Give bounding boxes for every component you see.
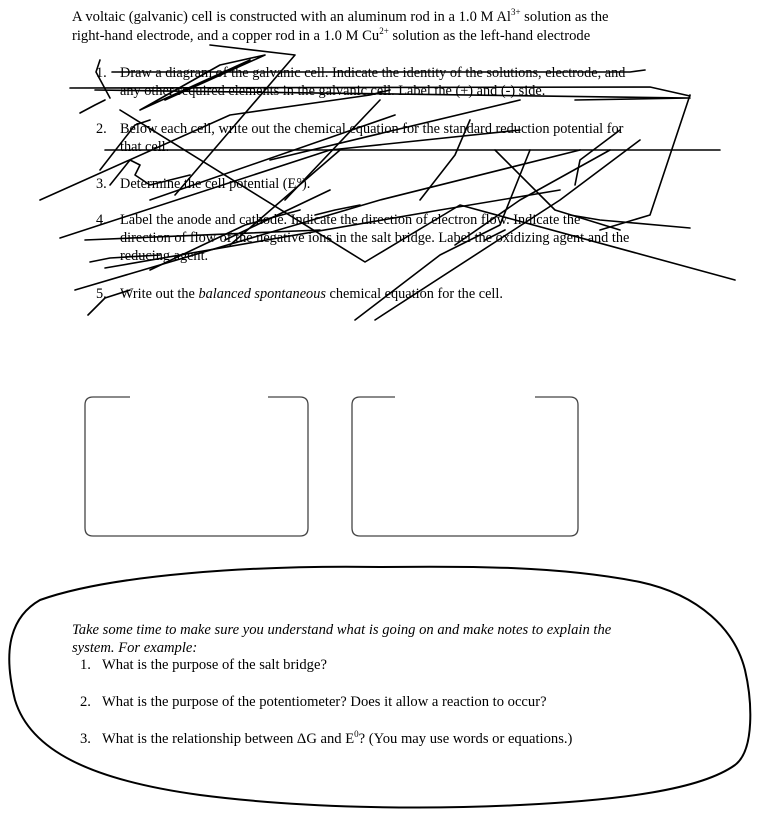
- question-line: reducing agent.: [120, 248, 209, 264]
- question-number: 3.: [96, 176, 107, 192]
- question-line: Determine the cell potential (E°).: [120, 176, 311, 192]
- scribble-diagonal: [88, 290, 130, 315]
- scribble-diagonal: [140, 55, 265, 110]
- question-line: Draw a diagram of the galvanic cell. Indicate the identity of the solutions, electrode, and: [120, 65, 626, 81]
- scribble-diagonal: [96, 60, 110, 98]
- question-line: direction of flow of the negative ions in the salt bridge. Label the oxidizing agent and the: [120, 230, 630, 246]
- scribble-diagonal: [355, 150, 530, 320]
- scribble-diagonal: [455, 150, 610, 245]
- intro-line-2: right-hand electrode, and a copper rod in a 1.0 M $Cu^{2+}$ solution as the left-hand electrode: [72, 26, 591, 44]
- intro-line-1: A voltaic (galvanic) cell is constructed with an aluminum rod in a 1.0 M $Al^{3+}$ solution as the: [72, 7, 609, 25]
- question-number: 5.: [96, 286, 107, 302]
- scribble-strike-line: [112, 70, 645, 72]
- question-number: 2.: [96, 121, 107, 137]
- notes-item-number: 2.: [80, 694, 91, 710]
- scribble-diagonal: [120, 110, 735, 280]
- notes-item-number: 3.: [80, 731, 91, 747]
- scribble-diagonal: [315, 205, 360, 215]
- notes-item-text: What is the relationship between ΔG and $E^0$? (You may use words or equations.): [102, 729, 573, 747]
- notes-intro-line-1: Take some time to make sure you understand what is going on and make notes to explain the: [72, 622, 612, 638]
- scribble-diagonal: [80, 100, 105, 113]
- beaker-left: [85, 397, 308, 536]
- beaker-right: [352, 397, 578, 536]
- scribble-diagonal: [60, 130, 520, 238]
- scribble-diagonal: [600, 95, 690, 230]
- scribble-diagonal: [270, 100, 520, 160]
- notes-item-number: 1.: [80, 657, 91, 673]
- notes-intro-line-2: system. For example:: [72, 640, 198, 656]
- question-number: 4.: [96, 212, 107, 228]
- question-line: Below each cell, write out the chemical equation for the standard reduction potential for: [120, 121, 624, 137]
- notes-item-text: What is the purpose of the potentiometer? Does it allow a reaction to occur?: [102, 694, 547, 710]
- notes-circle: [9, 567, 750, 808]
- question-line: Label the anode and cathode. Indicate the direction of electron flow. Indicate the: [120, 212, 581, 228]
- question-text: Write out the balanced spontaneous chemical equation for the cell.: [120, 286, 503, 302]
- question-line: that cell.: [120, 139, 170, 155]
- notes-item-text: What is the purpose of the salt bridge?: [102, 657, 327, 673]
- question-number: 1.: [96, 65, 107, 81]
- scribble-diagonal: [150, 115, 395, 200]
- scribble-diagonal: [85, 230, 320, 240]
- question-line: any other required elements in the galvanic cell. Label the (+) and (-) side.: [120, 83, 546, 99]
